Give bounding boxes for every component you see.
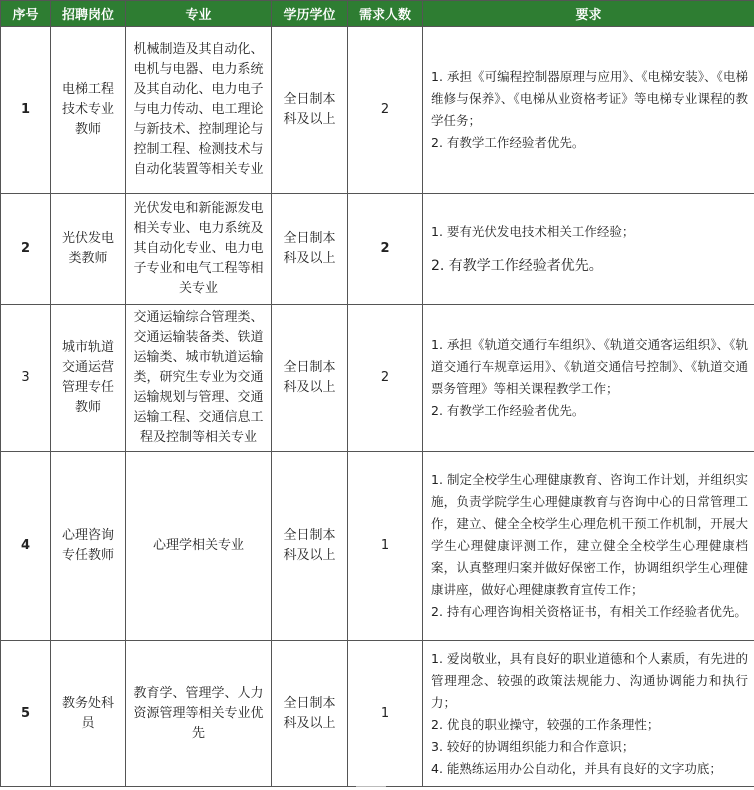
page-bottom-mark [356,786,386,787]
row-index: 2 [1,194,51,305]
row-requirements [423,641,754,787]
row-requirements [423,27,754,194]
row-major: 机械制造及其自动化、电机与电器、电力系统及其自动化、电力电子与电力传动、电工理论与新技术、控制理论与控制工程、检测技术与自动化装置等相关专业 [126,27,272,194]
row-position: 电梯工程技术专业教师 [51,27,126,194]
row-count: 1 [348,641,423,787]
header-major: 专业 [126,1,272,27]
header-position: 招聘岗位 [51,1,126,27]
row-count: 2 [348,194,423,305]
row-position: 光伏发电类教师 [51,194,126,305]
requirement-item: 1. 爱岗敬业，具有良好的职业道德和个人素质，有先进的管理理念、较强的政策法规能力、沟通协调能力和执行力； [431,650,748,710]
row-major: 心理学相关专业 [126,452,272,641]
requirement-item: 2. 有教学工作经验者优先。 [431,403,585,418]
table-row [1,194,754,305]
requirement-item: 1. 制定全校学生心理健康教育、咨询工作计划，并组织实施，负责学院学生心理健康教育与咨询中心的日常管理工作，建立、健全全校学生心理危机干预工作机制，开展大学生心理健康评测工作，建立健全全校学生心理健康档案，认真整理归案并做好保密工作，协调组织学生心理健康讲座，做好心理健康教育宣传工作； [431,472,748,597]
requirement-item: 2. 优良的职业操守，较强的工作条理性； [431,716,660,732]
header-requirements: 要求 [423,1,754,27]
requirement-item: 4. 能熟练运用办公自动化，并具有良好的文字功底； [431,760,722,776]
row-major: 光伏发电和新能源发电相关专业、电力系统及其自动化专业、电力电子专业和电气工程等相关专业 [126,194,272,305]
row-position: 城市轨道交通运营管理专任教师 [51,305,126,452]
row-count: 1 [348,452,423,641]
row-major: 教育学、管理学、人力资源管理等相关专业优先 [126,641,272,787]
row-position: 教务处科员 [51,641,126,787]
requirement-item: 3. 较好的协调组织能力和合作意识； [431,738,635,754]
row-degree: 全日制本科及以上 [272,452,348,641]
table-row [1,27,754,194]
header-degree: 学历学位 [272,1,348,27]
row-position: 心理咨询专任教师 [51,452,126,641]
row-degree: 全日制本科及以上 [272,305,348,452]
row-degree: 全日制本科及以上 [272,641,348,787]
row-index: 1 [1,27,51,194]
requirement-item: 1. 承担《轨道交通行车组织》、《轨道交通客运组织》、《轨道交通行车规章运用》、《轨道交通信号控制》、《轨道交通票务管理》等相关课程教学工作； [431,337,748,396]
header-count: 需求人数 [348,1,423,27]
requirement-item: 2. 有教学工作经验者优先。 [431,135,585,150]
row-major: 交通运输综合管理类、交通运输装备类、铁道运输类、城市轨道运输类，研究生专业为交通运输规划与管理、交通运输工程、交通信息工程及控制等相关专业 [126,305,272,452]
row-index: 4 [1,452,51,641]
row-index: 5 [1,641,51,787]
row-count: 2 [348,305,423,452]
requirement-item: 2. 有教学工作经验者优先。 [431,258,603,274]
row-requirements [423,452,754,641]
row-requirements [423,194,754,305]
table-header-row [1,1,754,27]
row-index: 3 [1,305,51,452]
header-index: 序号 [1,1,51,27]
requirement-item: 1. 要有光伏发电技术相关工作经验； [431,224,635,239]
table-row [1,641,754,787]
requirement-item: 1. 承担《可编程控制器原理与应用》、《电梯安装》、《电梯维修与保养》、《电梯从业资格考证》等电梯专业课程的教学任务； [431,69,748,128]
row-degree: 全日制本科及以上 [272,194,348,305]
row-degree: 全日制本科及以上 [272,27,348,194]
table-row [1,452,754,641]
row-count: 2 [348,27,423,194]
requirement-item: 2. 持有心理咨询相关资格证书，有相关工作经验者优先。 [431,604,747,619]
row-requirements [423,305,754,452]
table-row [1,305,754,452]
